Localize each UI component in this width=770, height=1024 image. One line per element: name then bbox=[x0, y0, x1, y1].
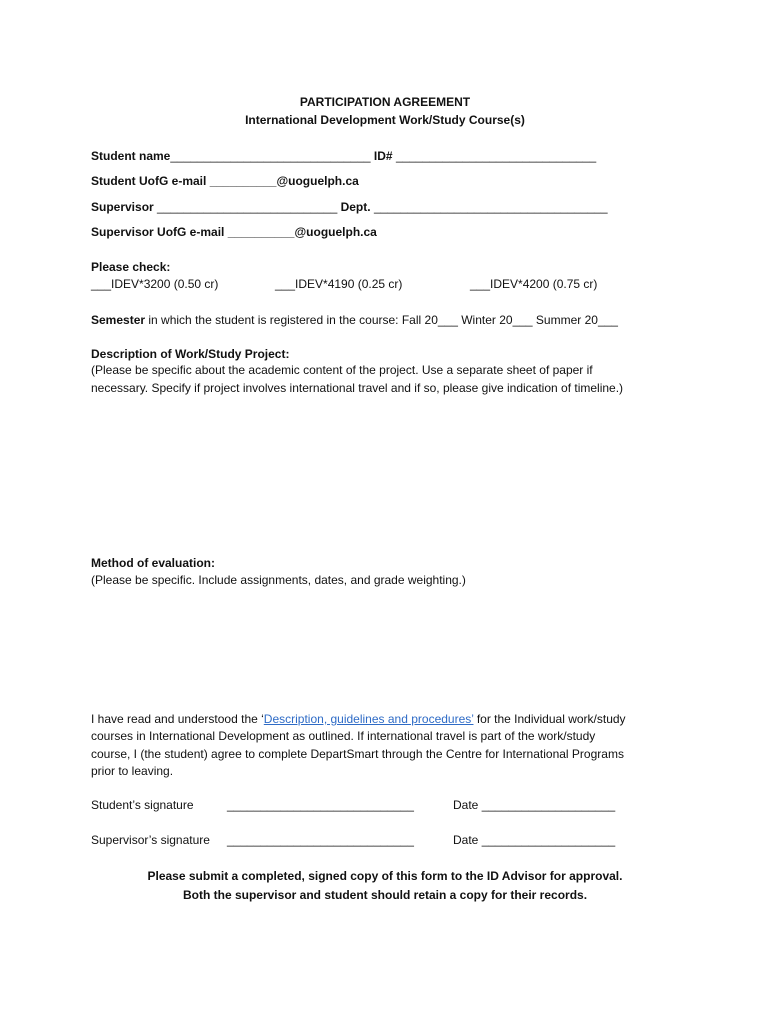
agreement-line2: courses in International Development as outlined. If international travel is part of the work/study bbox=[91, 729, 596, 743]
semester-text: in which the student is registered in the course: Fall 20___ Winter 20___ Summer 20___ bbox=[145, 313, 618, 327]
agreement-line3: course, I (the student) agree to complete DepartSmart through the Centre for International Programs bbox=[91, 747, 624, 761]
supervisor-date-blank[interactable]: ____________________ bbox=[481, 833, 616, 847]
student-signature-label: Student’s signature bbox=[91, 798, 194, 812]
semester-label: Semester bbox=[91, 313, 146, 327]
supervisor-email-row bbox=[91, 224, 377, 241]
supervisor-signature-label: Supervisor’s signature bbox=[91, 833, 210, 847]
course-check-label: Please check: bbox=[91, 260, 171, 274]
semester-row bbox=[91, 312, 618, 329]
student-signature-blank[interactable]: ____________________________ bbox=[227, 798, 414, 812]
document-subtitle: International Development Work/Study Course(s) bbox=[245, 113, 525, 127]
course-option-idev4200[interactable]: ___IDEV*4200 (0.75 cr) bbox=[470, 277, 598, 291]
dept-blank[interactable]: ___________________________________ bbox=[373, 200, 608, 214]
supervisor-row bbox=[91, 199, 608, 216]
student-name-label: Student name bbox=[91, 149, 171, 163]
agreement-line1-pre: I have read and understood the ‘ bbox=[91, 712, 264, 726]
student-email-label: Student UofG e-mail bbox=[91, 174, 207, 188]
course-option-idev4190[interactable]: ___IDEV*4190 (0.25 cr) bbox=[275, 277, 403, 291]
student-date-field bbox=[453, 797, 615, 814]
student-email-row bbox=[91, 173, 359, 190]
submit-instructions: Please submit a completed, signed copy of this form to the ID Advisor for approval. bbox=[147, 869, 623, 883]
student-date-blank[interactable]: ____________________ bbox=[481, 798, 616, 812]
supervisor-email-domain: @uoguelph.ca bbox=[294, 225, 377, 239]
retain-copy-instructions: Both the supervisor and student should retain a copy for their records. bbox=[182, 888, 588, 902]
supervisor-date-field bbox=[453, 832, 615, 849]
description-instructions-line1: (Please be specific about the academic content of the project. Use a separate sheet of paper if bbox=[91, 363, 593, 377]
description-heading: Description of Work/Study Project: bbox=[91, 347, 290, 361]
supervisor-label: Supervisor bbox=[91, 200, 154, 214]
student-email-blank[interactable]: __________ bbox=[209, 174, 277, 188]
student-date-label: Date bbox=[453, 798, 479, 812]
student-name-row bbox=[91, 148, 596, 165]
id-label: ID# bbox=[373, 149, 393, 163]
evaluation-heading: Method of evaluation: bbox=[91, 556, 215, 570]
student-email-domain: @uoguelph.ca bbox=[276, 174, 359, 188]
id-blank[interactable]: ______________________________ bbox=[395, 149, 597, 163]
supervisor-signature-blank[interactable]: ____________________________ bbox=[227, 833, 414, 847]
course-option-idev3200[interactable]: ___IDEV*3200 (0.50 cr) bbox=[91, 277, 219, 291]
supervisor-email-blank[interactable]: __________ bbox=[227, 225, 295, 239]
supervisor-blank[interactable]: ___________________________ bbox=[157, 200, 338, 214]
supervisor-email-label: Supervisor UofG e-mail bbox=[91, 225, 225, 239]
dept-label: Dept. bbox=[340, 200, 371, 214]
agreement-line4: prior to leaving. bbox=[91, 764, 174, 778]
description-instructions-line2: necessary. Specify if project involves international travel and if so, please give indication of timeline.) bbox=[91, 381, 624, 395]
supervisor-date-label: Date bbox=[453, 833, 479, 847]
agreement-line1-post: for the Individual work/study bbox=[473, 712, 626, 726]
document-title: PARTICIPATION AGREEMENT bbox=[299, 95, 471, 109]
evaluation-instructions: (Please be specific. Include assignments, dates, and grade weighting.) bbox=[91, 573, 466, 587]
student-name-blank[interactable]: ______________________________ bbox=[170, 149, 371, 163]
agreement-line1 bbox=[91, 711, 626, 728]
guidelines-link[interactable]: Description, guidelines and procedures’ bbox=[263, 712, 474, 726]
